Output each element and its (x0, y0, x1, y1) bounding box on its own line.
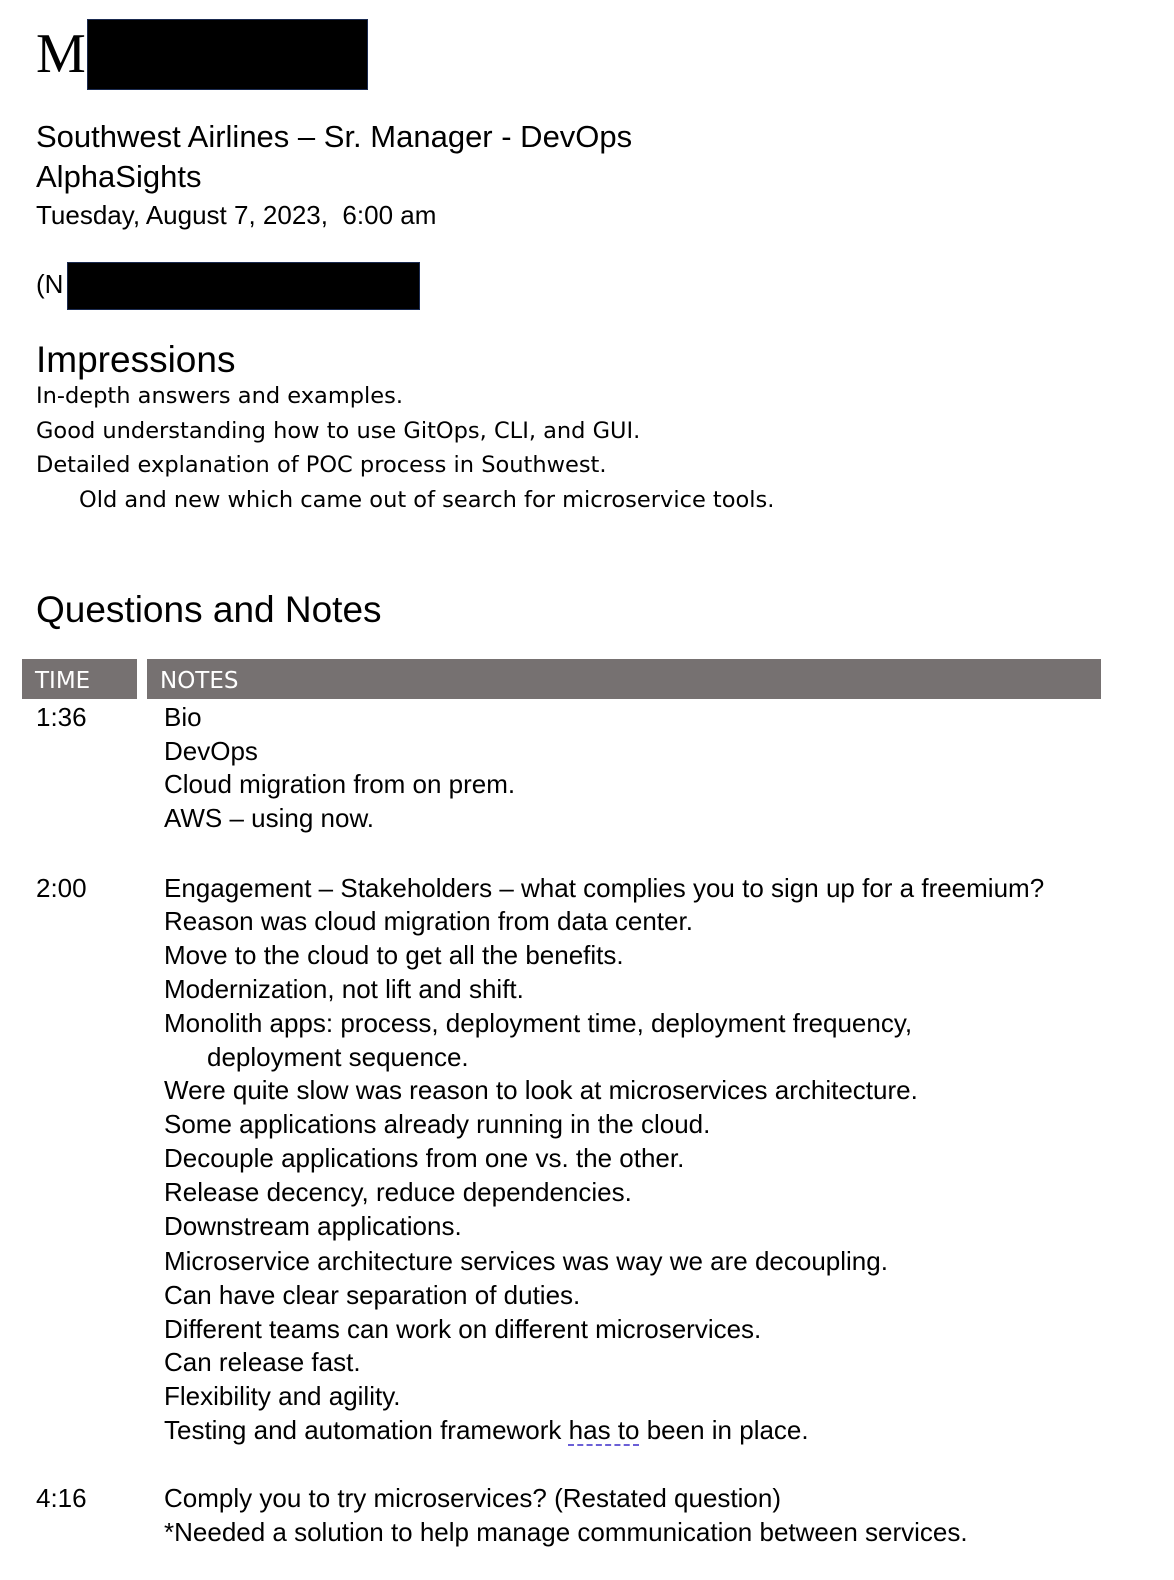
role-title: Southwest Airlines – Sr. Manager - DevOps (36, 119, 633, 154)
note-line: AWS – using now. (164, 803, 375, 833)
note-line: Some applications already running in the cloud. (164, 1109, 711, 1139)
note-line: Can have clear separation of duties. (164, 1280, 581, 1310)
redaction-bar-name (87, 19, 368, 90)
impression-line: In-depth answers and examples. (36, 383, 403, 409)
note-text: been in place. (639, 1415, 809, 1445)
impression-line: Old and new which came out of search for microservice tools. (79, 487, 775, 513)
note-line: Move to the cloud to get all the benefits. (164, 940, 624, 970)
note-line: Monolith apps: process, deployment time, deployment frequency, (164, 1008, 913, 1038)
note-line: Cloud migration from on prem. (164, 769, 516, 799)
name-initial: M (36, 23, 86, 85)
note-line: Release decency, reduce dependencies. (164, 1177, 632, 1207)
impression-line: Good understanding how to use GitOps, CLI, and GUI. (36, 418, 641, 444)
note-line: Modernization, not lift and shift. (164, 974, 524, 1004)
timestamp: 4:16 (36, 1483, 87, 1513)
grammar-flagged-text[interactable]: has to (568, 1415, 640, 1445)
note-line: *Needed a solution to help manage communication between services. (164, 1517, 968, 1547)
timestamp: 1:36 (36, 702, 87, 732)
company-name: AlphaSights (36, 159, 202, 194)
note-line (164, 1413, 809, 1447)
note-line: Can release fast. (164, 1347, 361, 1377)
timestamp: 2:00 (36, 873, 87, 903)
table-header-time: TIME (22, 659, 137, 699)
note-text: Testing and automation framework (164, 1415, 569, 1445)
questions-heading: Questions and Notes (36, 589, 382, 630)
redaction-bar-subtitle (67, 262, 420, 310)
impressions-heading: Impressions (36, 339, 236, 380)
note-line: Were quite slow was reason to look at microservices architecture. (164, 1075, 918, 1105)
impression-line: Detailed explanation of POC process in Southwest. (36, 452, 607, 478)
note-line: Different teams can work on different microservices. (164, 1314, 762, 1344)
table-header-notes: NOTES (147, 659, 1101, 699)
note-line: Microservice architecture services was way we are decoupling. (164, 1246, 888, 1276)
note-line: Engagement – Stakeholders – what complies you to sign up for a freemium? (164, 873, 1045, 903)
note-line: DevOps (164, 736, 258, 766)
note-line: Bio (164, 702, 202, 732)
note-line: deployment sequence. (207, 1042, 469, 1072)
note-line: Downstream applications. (164, 1211, 462, 1241)
note-line: Decouple applications from one vs. the other. (164, 1143, 685, 1173)
note-line: Flexibility and agility. (164, 1381, 401, 1411)
interview-date: Tuesday, August 7, 2023, 6:00 am (36, 200, 437, 230)
redacted-subtitle: (N (36, 269, 64, 299)
note-line: Comply you to try microservices? (Restated question) (164, 1483, 782, 1513)
note-line: Reason was cloud migration from data center. (164, 906, 693, 936)
